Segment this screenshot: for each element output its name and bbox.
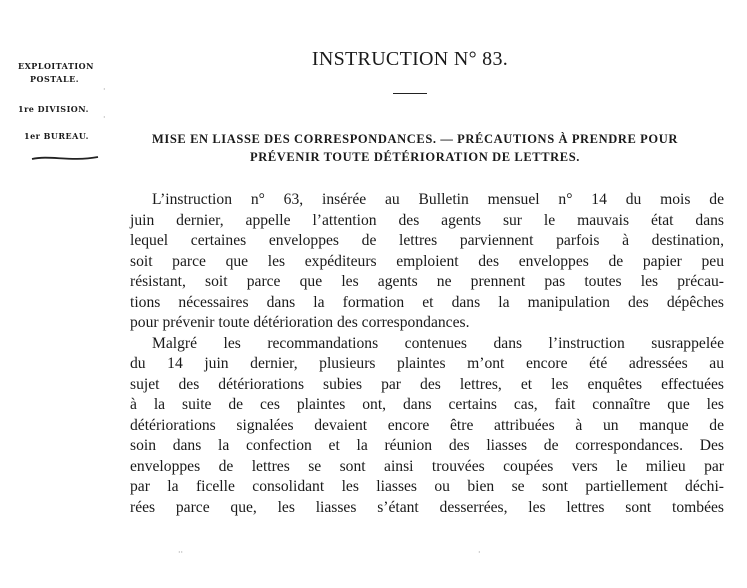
speck: · — [478, 548, 481, 557]
text-line: à la suite de ces plaintes ont, dans certains cas, fait connaître que les — [130, 396, 724, 413]
text-line: juin dernier, appelle l’attention des agents sur le mauvais état dans — [130, 211, 724, 229]
text-line: pour prévenir toute détérioration des correspondances. — [130, 314, 470, 331]
subtitle-line: MISE EN LIASSE DES CORRESPONDANCES. — PRÉCAUTIONS À PRENDRE POUR — [152, 132, 678, 146]
text-line: tions nécessaires dans la formation et dans la manipulation des dépêches — [130, 293, 724, 311]
paragraph-1 — [108, 190, 724, 334]
margin-service-line1: EXPLOITATION — [18, 61, 94, 71]
text-line: Malgré les recommandations contenues dans l’instruction susrappelée — [152, 334, 724, 352]
text-line: rées parce que, les liasses s’étant desserrées, les lettres sont tombées — [130, 498, 724, 516]
text-line: lequel certaines enveloppes de lettres parviennent parfois à destination, — [130, 232, 724, 249]
speck: ·· — [178, 548, 184, 557]
text-line: résistant, soit parce que les agents ne prennent pas toutes les précau- — [130, 273, 724, 290]
margin-bureau: 1er BUREAU. — [24, 131, 89, 141]
text-line: enveloppes de lettres se sont ainsi trouvées coupées vers le milieu par — [130, 457, 724, 475]
margin-service-line2: POSTALE. — [30, 74, 79, 84]
subtitle-line: PRÉVENIR TOUTE DÉTÉRIORATION DE LETTRES. — [250, 150, 580, 164]
text-line: par la ficelle consolidant les liasses ou bien se sont partiellement déchi- — [130, 478, 724, 495]
document-subtitle — [105, 130, 725, 166]
title-rule — [393, 93, 427, 94]
speck: · — [103, 85, 106, 94]
margin-division: 1re DIVISION. — [18, 104, 89, 114]
document-title: INSTRUCTION N° 83. — [311, 48, 509, 70]
body-text — [108, 190, 724, 518]
paragraph-2 — [108, 334, 724, 519]
text-line: du 14 juin dernier, plusieurs plaintes m’ont encore été adressées au — [130, 355, 724, 372]
ornamental-swash — [30, 153, 100, 163]
text-line: soit parce que les expéditeurs emploient des enveloppes de papier peu — [130, 252, 724, 270]
text-line: L’instruction n° 63, insérée au Bulletin mensuel n° 14 du mois de — [152, 191, 724, 208]
text-line: soin dans la confection et la réunion des liasses de correspondances. Des — [130, 437, 724, 454]
text-line: détériorations signalées devaient encore être attribuées à un manque de — [130, 416, 724, 434]
speck: · — [103, 113, 106, 122]
text-line: sujet des détériorations subies par des lettres, et les enquêtes effectuées — [130, 375, 724, 393]
